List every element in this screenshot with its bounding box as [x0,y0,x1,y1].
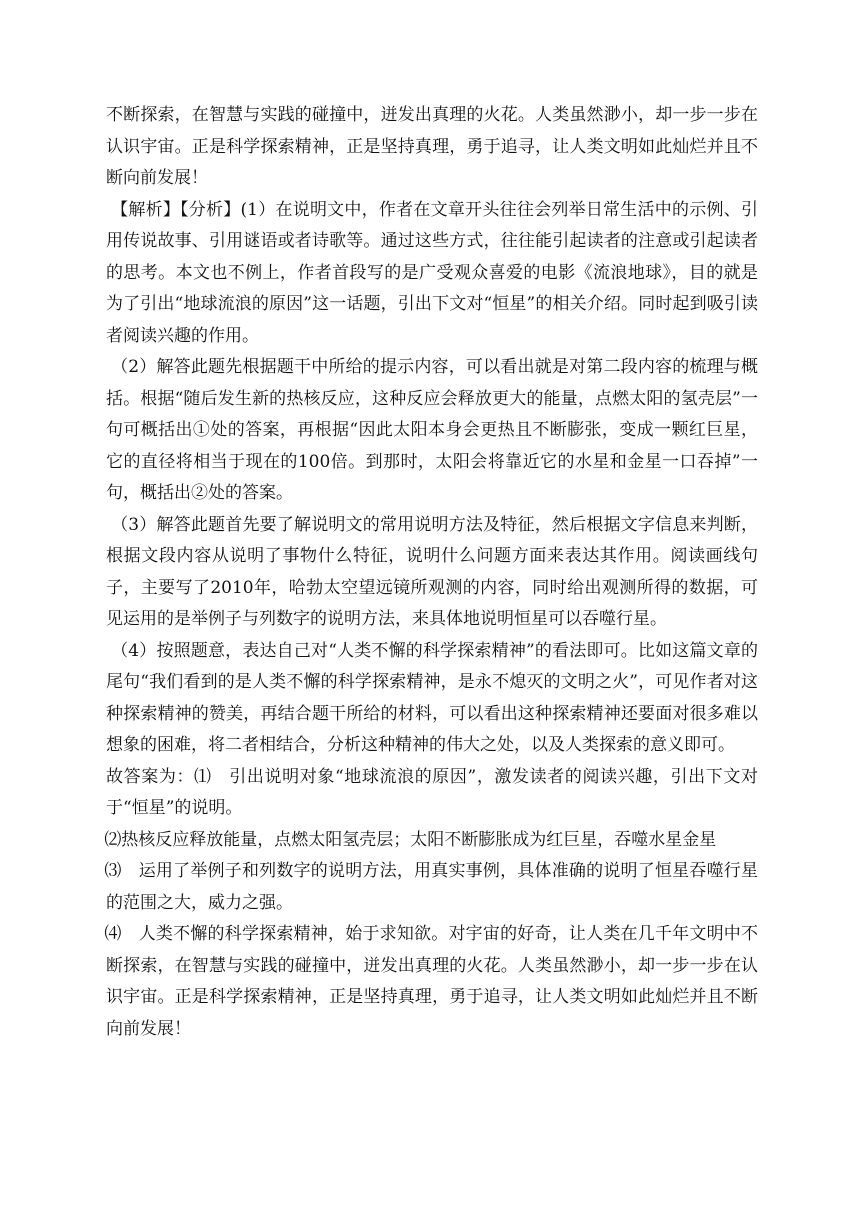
answer-paragraph-1: 故答案为：⑴ 引出说明对象“地球流浪的原因”，激发读者的阅读兴趣，引出下文对于“恒星”的说明。 [106,766,758,818]
answer-paragraph-2: ⑵热核反应释放能量，点燃太阳氢壳层；太阳不断膨胀成为红巨星，吞噬水星金星 [104,829,717,850]
answer-paragraph-4: ⑷ 人类不懈的科学探索精神，始于求知欲。对宇宙的好奇，让人类在几千年文明中不断探索，在智慧与实践的碰撞中，迸发出真理的火花。人类虽然渺小，却一步一步在认识宇宙。正是科学探索精神，正是坚持真理，勇于追寻，让人类文明如此灿烂并且不断向前发展！ [104,924,758,1039]
analysis-paragraph-1: 【解析】【分析】(1）在说明文中，作者在文章开头往往会列举日常生活中的示例、引用传说故事、引用谜语或者诗歌等。通过这些方式，往往能引起读者的注意或引起读者的思考。本文也不例上，作者首段写的是广受观众喜爱的电影《流浪地球》，目的就是为了引出“地球流浪的原因”这一话题，引出下文对“恒星”的相关介绍。同时起到吸引读者阅读兴趣的作用。 [106,199,758,346]
analysis-paragraph-2: （2）解答此题先根据题干中所给的提示内容，可以看出就是对第二段内容的梳理与概括。根据“随后发生新的热核反应，这种反应会释放更大的能量，点燃太阳的氢壳层”一句可概括出①处的答案，再根据“因此太阳本身会更热且不断膨张，变成一颗红巨星，它的直径将相当于现在的100倍。到那时，太阳会将靠近它的水星和金星一口吞掉”一句，概括出②处的答案。 [106,357,758,503]
continuation-paragraph: 不断探索，在智慧与实践的碰撞中，迸发出真理的火花。人类虽然渺小，却一步一步在认识宇宙。正是科学探索精神，正是坚持真理，勇于追寻，让人类文明如此灿烂并且不断向前发展！ [106,105,758,188]
document-body [106,100,758,1045]
answer-paragraph-3: ⑶ 运用了举例子和列数字的说明方法，用真实事例，具体准确的说明了恒星吞噬行星的范围之大，威力之强。 [104,861,758,913]
analysis-paragraph-3: （3）解答此题首先要了解说明文的常用说明方法及特征，然后根据文字信息来判断，根据文段内容从说明了事物什么特征，说明什么问题方面来表达其作用。阅读画线句子，主要写了2010年，哈勃太空望远镜所观测的内容，同时给出观测所得的数据，可见运用的是举例子与列数字的说明方法，来具体地说明恒星可以吞噬行星。 [106,514,758,629]
analysis-paragraph-4: （4）按照题意，表达自己对“人类不懈的科学探索精神”的看法即可。比如这篇文章的尾句“我们看到的是人类不懈的科学探索精神，是永不熄灭的文明之火”，可见作者对这种探索精神的赞美，再结合题干所给的材料，可以看出这种探索精神还要面对很多难以想象的困难，将二者相结合，分析这种精神的伟大之处，以及人类探索的意义即可。 [106,640,758,755]
